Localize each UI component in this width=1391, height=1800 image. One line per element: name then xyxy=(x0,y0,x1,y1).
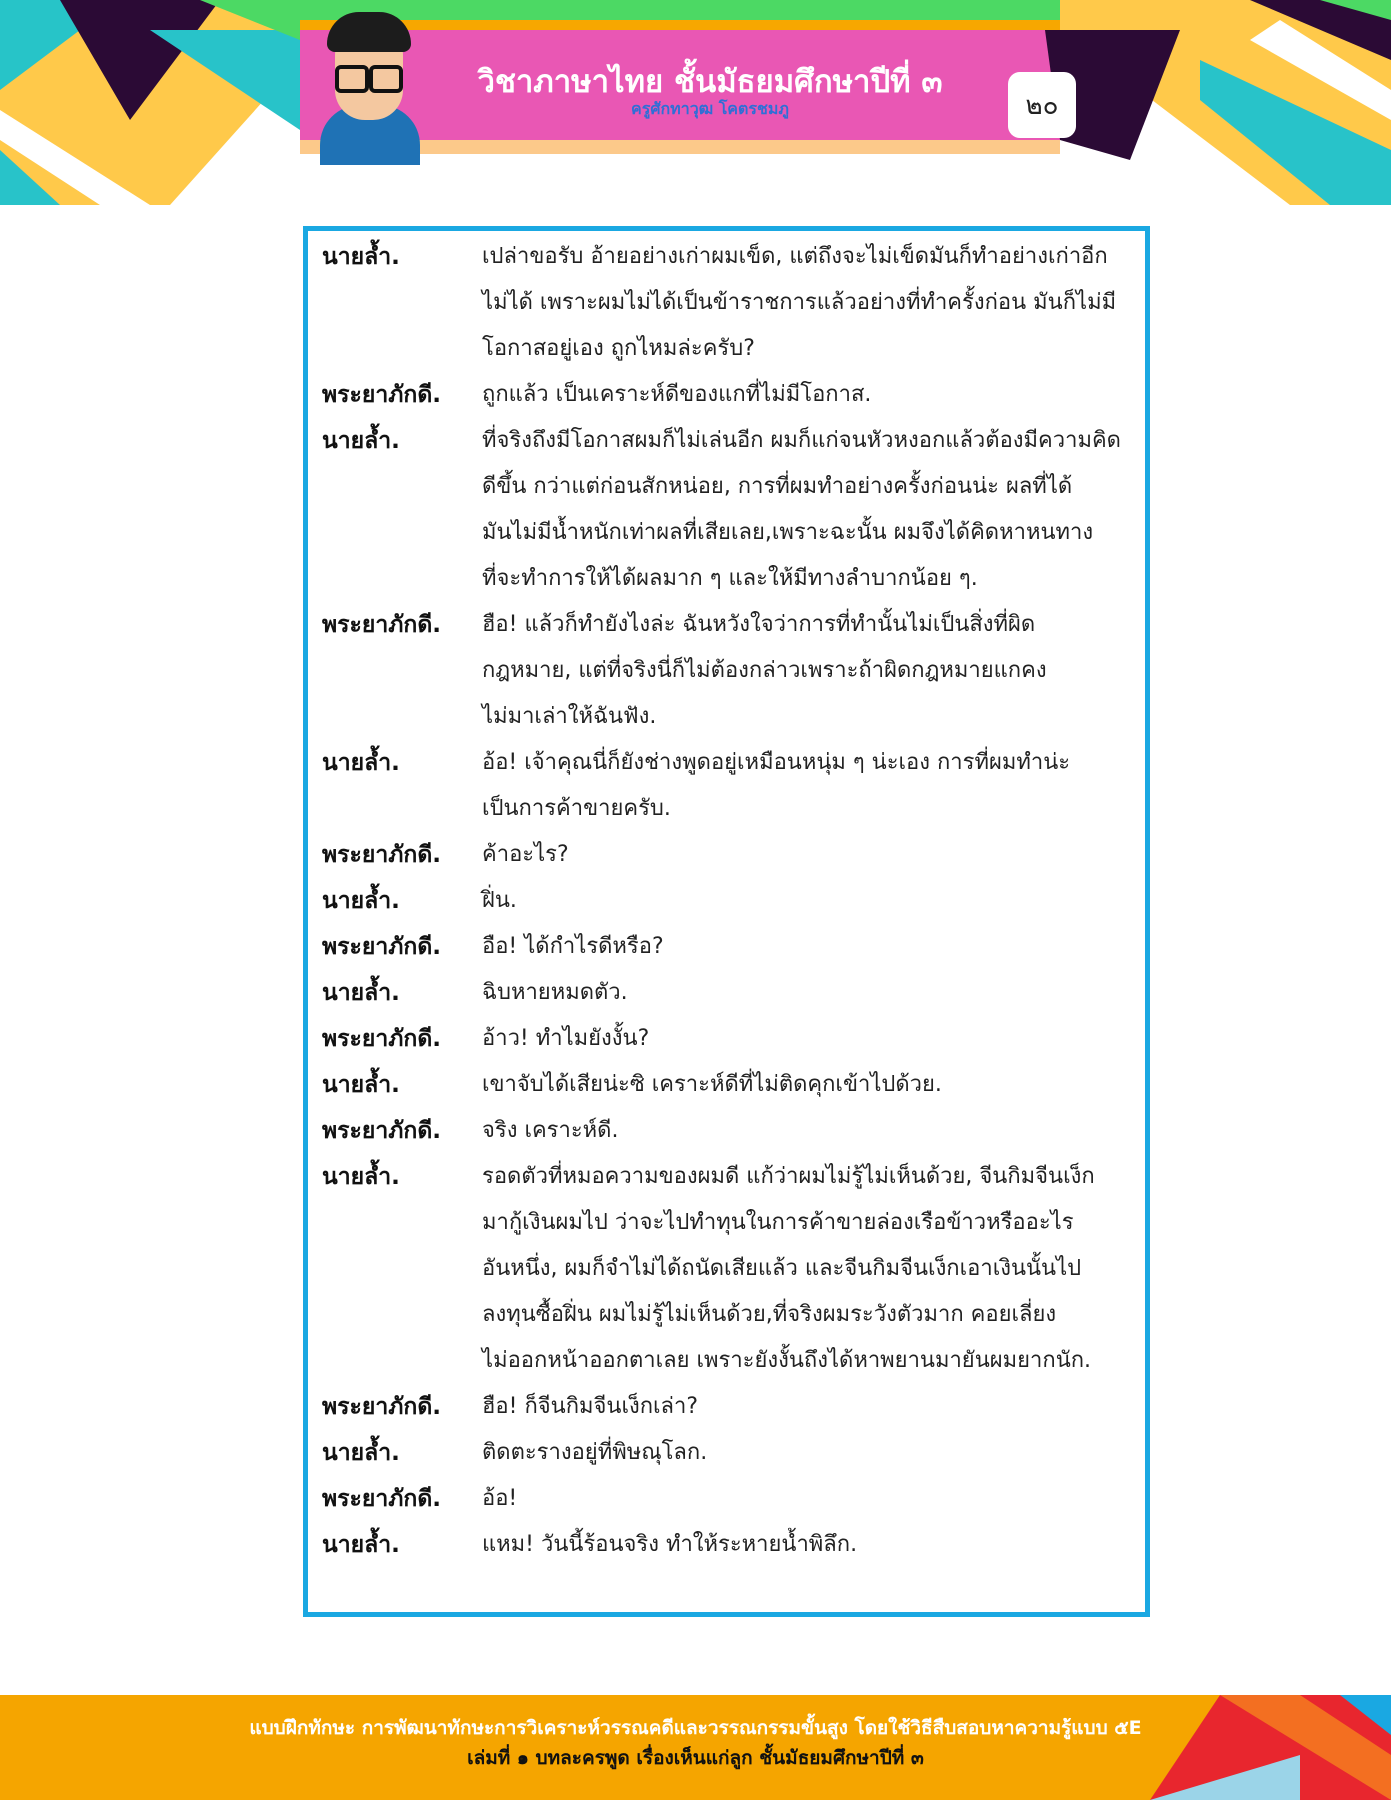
speech-text xyxy=(482,924,1145,970)
speech-line: อ้าว! ทำไมยังงั้น? xyxy=(482,1026,650,1051)
speaker-name: นายล้ำ. xyxy=(322,980,400,1006)
speech-text xyxy=(482,418,1145,602)
speech-line: เป็นการค้าขายครับ. xyxy=(482,796,671,821)
dialogue-content xyxy=(308,231,1145,1568)
speech-text xyxy=(482,1062,1145,1108)
speech-text xyxy=(482,878,1145,924)
speech-text xyxy=(482,602,1145,740)
speech-line: ไม่มาเล่าให้ฉันฟัง. xyxy=(482,704,657,729)
speech-line: ที่จะทำการให้ได้ผลมาก ๆ และให้มีทางลำบากน้อย ๆ. xyxy=(482,566,978,591)
teacher-avatar xyxy=(295,10,440,160)
speaker-name: พระยาภักดี. xyxy=(322,1118,442,1144)
speech-line: ลงทุนซื้อฝิ่น ผมไม่รู้ไม่เห็นด้วย,ที่จริงผมระวังตัวมาก คอยเลี่ยง xyxy=(482,1302,1057,1327)
dialogue-entry xyxy=(308,1108,1145,1154)
speaker-name: พระยาภักดี. xyxy=(322,382,442,408)
speech-line: ที่จริงถึงมีโอกาสผมก็ไม่เล่นอีก ผมก็แก่จนหัวหงอกแล้วต้องมีความคิด xyxy=(482,428,1121,453)
speaker-name: นายล้ำ. xyxy=(322,1072,400,1098)
header-subtitle: ครูศักทาวุฒ โคตรชมภู xyxy=(631,99,789,118)
page-footer xyxy=(0,1695,1391,1800)
speech-line: ฮือ! แล้วก็ทำยังไงล่ะ ฉันหวังใจว่าการที่ทำนั้นไม่เป็นสิ่งที่ผิด xyxy=(482,612,1036,637)
speech-line: ฝิ่น. xyxy=(482,888,517,913)
speaker-name: พระยาภักดี. xyxy=(322,1486,442,1512)
dialogue-entry xyxy=(308,372,1145,418)
dialogue-entry xyxy=(308,1154,1145,1384)
speaker-name: นายล้ำ. xyxy=(322,888,400,914)
speech-text xyxy=(482,1476,1145,1522)
speech-line: กฎหมาย, แต่ที่จริงนี่ก็ไม่ต้องกล่าวเพราะถ้าผิดกฎหมายแกคง xyxy=(482,658,1047,683)
speech-line: มากู้เงินผมไป ว่าจะไปทำทุนในการค้าขายล่องเรือข้าวหรืออะไร xyxy=(482,1210,1074,1235)
speech-text xyxy=(482,740,1145,832)
speech-line: อันหนึ่ง, ผมก็จำไม่ได้ถนัดเสียแล้ว และจีนกิมจีนเง็กเอาเงินนั้นไป xyxy=(482,1256,1082,1281)
speaker-name: พระยาภักดี. xyxy=(322,612,442,638)
speaker-name: นายล้ำ. xyxy=(322,1532,400,1558)
header-title: วิชาภาษาไทย ชั้นมัธยมศึกษาปีที่ ๓ xyxy=(477,64,943,100)
speech-text xyxy=(482,1384,1145,1430)
speaker-name: นายล้ำ. xyxy=(322,1440,400,1466)
dialogue-entry xyxy=(308,832,1145,878)
page-number: ๒๐ xyxy=(1008,72,1076,138)
speaker-name: พระยาภักดี. xyxy=(322,842,442,868)
dialogue-entry xyxy=(308,234,1145,372)
speaker-name: นายล้ำ. xyxy=(322,750,400,776)
dialogue-entry xyxy=(308,1384,1145,1430)
dialogue-entry xyxy=(308,1016,1145,1062)
speech-line: มันไม่มีน้ำหนักเท่าผลที่เสียเลย,เพราะฉะนั้น ผมจึงได้คิดหาหนทาง xyxy=(482,520,1094,545)
dialogue-entry xyxy=(308,1062,1145,1108)
dialogue-entry xyxy=(308,1522,1145,1568)
speech-line: ค้าอะไร? xyxy=(482,842,569,867)
speech-line: แหม! วันนี้ร้อนจริง ทำให้ระหายน้ำพิลึก. xyxy=(482,1532,858,1557)
speech-line: ฮือ! ก็จีนกิมจีนเง็กเล่า? xyxy=(482,1394,699,1419)
dialogue-entry xyxy=(308,878,1145,924)
footer-line-1: แบบฝึกทักษะ การพัฒนาทักษะการวิเคราะห์วรรณคดีและวรรณกรรมขั้นสูง โดยใช้วิธีสืบสอบหาความรู้แบบ ๕E xyxy=(249,1717,1142,1739)
speech-text xyxy=(482,970,1145,1016)
speech-line: ถูกแล้ว เป็นเคราะห์ดีของแกที่ไม่มีโอกาส. xyxy=(482,382,872,407)
speaker-name: นายล้ำ. xyxy=(322,1164,400,1190)
speech-text xyxy=(482,1430,1145,1476)
speech-line: โอกาสอยู่เอง ถูกไหมล่ะครับ? xyxy=(482,336,755,361)
speech-text xyxy=(482,832,1145,878)
speech-text xyxy=(482,234,1145,372)
speaker-name: พระยาภักดี. xyxy=(322,1026,442,1052)
speech-line: ดีขึ้น กว่าแต่ก่อนสักหน่อย, การที่ผมทำอย่างครั้งก่อนน่ะ ผลที่ได้ xyxy=(482,474,1073,499)
dialogue-box xyxy=(303,226,1150,1617)
page-header xyxy=(0,0,1391,205)
speaker-name: นายล้ำ. xyxy=(322,244,400,270)
speaker-name: พระยาภักดี. xyxy=(322,1394,442,1420)
speaker-name: นายล้ำ. xyxy=(322,428,400,454)
dialogue-entry xyxy=(308,740,1145,832)
speech-text xyxy=(482,1108,1145,1154)
speaker-name: พระยาภักดี. xyxy=(322,934,442,960)
dialogue-entry xyxy=(308,602,1145,740)
speech-line: ฉิบหายหมดตัว. xyxy=(482,980,628,1005)
speech-line: ติดตะรางอยู่ที่พิษณุโลก. xyxy=(482,1440,708,1465)
dialogue-entry xyxy=(308,1430,1145,1476)
footer-line-2: เล่มที่ ๑ บทละครพูด เรื่องเห็นแก่ลูก ชั้นมัธยมศึกษาปีที่ ๓ xyxy=(467,1747,924,1769)
dialogue-entry xyxy=(308,1476,1145,1522)
dialogue-entry xyxy=(308,924,1145,970)
speech-text xyxy=(482,1154,1145,1384)
speech-text xyxy=(482,372,1145,418)
speech-line: เขาจับได้เสียน่ะซิ เคราะห์ดีที่ไม่ติดคุกเข้าไปด้วย. xyxy=(482,1072,942,1097)
speech-text xyxy=(482,1522,1145,1568)
speech-line: อือ! ได้กำไรดีหรือ? xyxy=(482,934,664,959)
speech-line: จริง เคราะห์ดี. xyxy=(482,1118,619,1143)
speech-line: ไม่ได้ เพราะผมไม่ได้เป็นข้าราชการแล้วอย่างที่ทำครั้งก่อน มันก็ไม่มี xyxy=(482,290,1117,315)
speech-line: ไม่ออกหน้าออกตาเลย เพราะยังงั้นถึงได้หาพยานมายันผมยากนัก. xyxy=(482,1348,1092,1373)
speech-line: อ้อ! xyxy=(482,1486,518,1511)
dialogue-entry xyxy=(308,418,1145,602)
dialogue-entry xyxy=(308,970,1145,1016)
speech-line: เปล่าขอรับ อ้ายอย่างเก่าผมเข็ด, แต่ถึงจะไม่เข็ดมันก็ทำอย่างเก่าอีก xyxy=(482,244,1108,269)
speech-line: รอดตัวที่หมอความของผมดี แก้ว่าผมไม่รู้ไม่เห็นด้วย, จีนกิมจีนเง็ก xyxy=(482,1164,1095,1189)
speech-line: อ้อ! เจ้าคุณนี่ก็ยังช่างพูดอยู่เหมือนหนุ่ม ๆ น่ะเอง การที่ผมทำน่ะ xyxy=(482,750,1071,775)
speech-text xyxy=(482,1016,1145,1062)
